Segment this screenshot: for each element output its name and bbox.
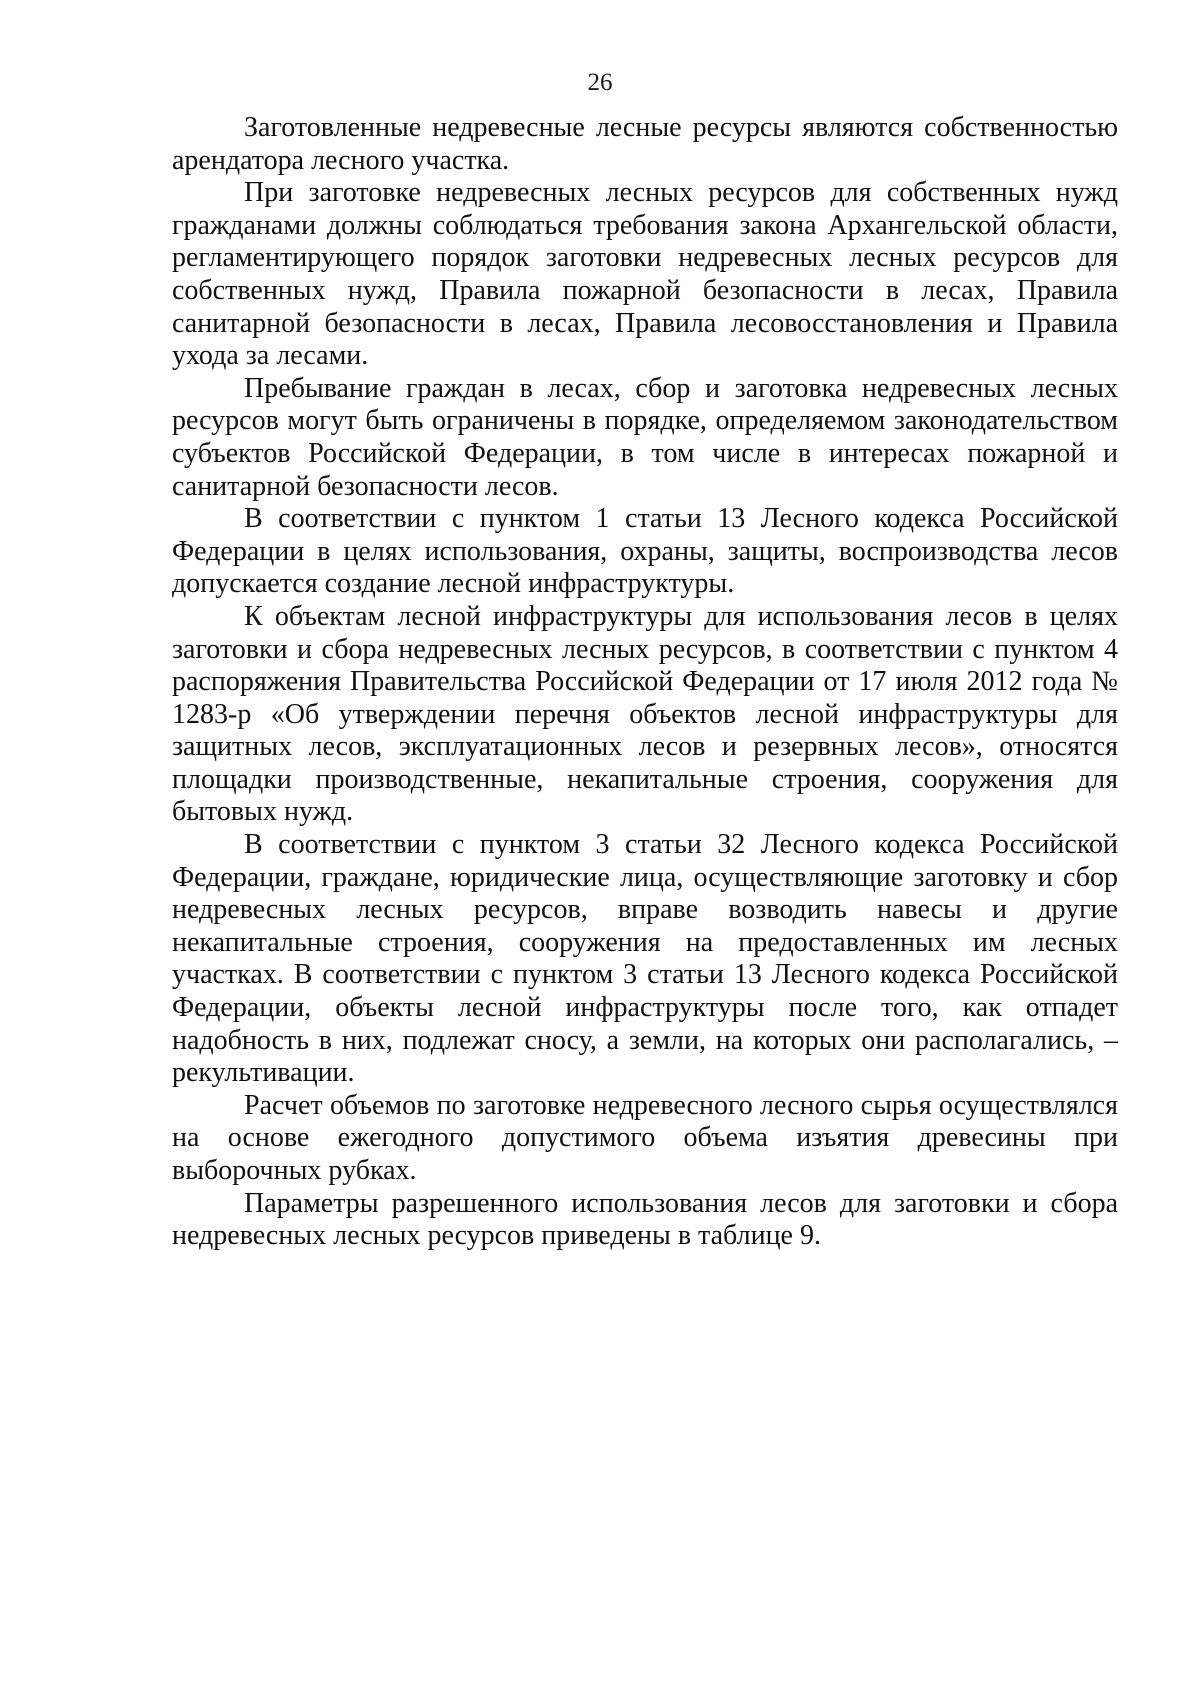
paragraph: Пребывание граждан в лесах, сбор и заготовка недревесных лесных ресурсов могут быть ограничены в порядке, определяемом законодательством субъектов Российской Федерации, в том числе в интересах пожарной и санитарной безопасности лесов. [172, 372, 1118, 502]
paragraph: Заготовленные недревесные лесные ресурсы являются собственностью арендатора лесного участка. [172, 112, 1118, 176]
page-number: 26 [587, 69, 613, 96]
paragraph: Параметры разрешенного использования лесов для заготовки и сбора недревесных лесных ресурсов приведены в таблице 9. [172, 1187, 1118, 1252]
document-body [172, 112, 1118, 1253]
paragraph: В соответствии с пунктом 3 статьи 32 Лесного кодекса Российской Федерации, граждане, юридические лица, осуществляющие заготовку и сбор недревесных лесных ресурсов, вправе возводить навесы и другие некапитальные строения, сооружения на предоставленных им лесных участках. В соответствии с пунктом 3 статьи 13 Лесного кодекса Российской Федерации, объекты лесной инфраструктуры после того, как отпадет надобность в них, подлежат сносу, а земли, на которых они располагались, – рекультивации. [172, 829, 1118, 1089]
paragraph: Расчет объемов по заготовке недревесного лесного сырья осуществлялся на основе ежегодного допустимого объема изъятия древесины при выборочных рубках. [172, 1089, 1118, 1186]
paragraph: В соответствии с пунктом 1 статьи 13 Лесного кодекса Российской Федерации в целях использования, охраны, защиты, воспроизводства лесов допускается создание лесной инфраструктуры. [172, 503, 1118, 600]
paragraph: При заготовке недревесных лесных ресурсов для собственных нужд гражданами должны соблюдаться требования закона Архангельской области, регламентирующего порядок заготовки недревесных лесных ресурсов для собственных нужд, Правила пожарной безопасности в лесах, Правила санитарной безопасности в лесах, Правила лесовосстановления и Правила ухода за лесами. [172, 177, 1118, 372]
paragraph: К объектам лесной инфраструктуры для использования лесов в целях заготовки и сбора недревесных лесных ресурсов, в соответствии с пунктом 4 распоряжения Правительства Российской Федерации от 17 июля 2012 года № 1283-р «Об утверждении перечня объектов лесной инфраструктуры для защитных лесов, эксплуатационных лесов и резервных лесов», относятся площадки производственные, некапитальные строения, сооружения для бытовых нужд. [172, 600, 1118, 828]
